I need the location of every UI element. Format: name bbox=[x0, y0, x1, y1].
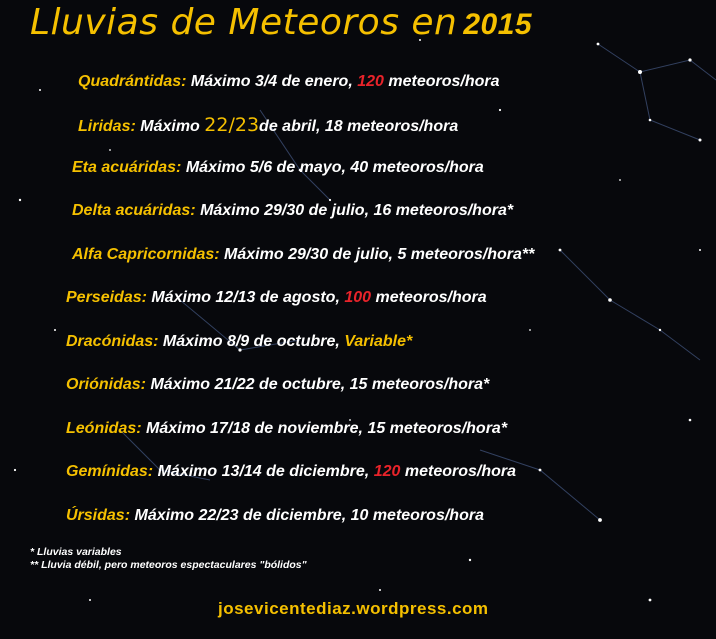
shower-maximum: Máximo 8/9 de octubre, bbox=[162, 333, 340, 350]
shower-rate-unit: meteoros/hora bbox=[388, 73, 500, 90]
shower-row-liridas bbox=[78, 114, 458, 136]
shower-rate: 120 bbox=[373, 463, 401, 480]
shower-row-leonidas bbox=[66, 420, 507, 438]
shower-maximum: Máximo 12/13 de agosto, bbox=[151, 289, 340, 306]
shower-name: Eta acuáridas: bbox=[72, 159, 182, 176]
shower-name: Leónidas: bbox=[66, 420, 142, 437]
shower-detail: Máximo 29/30 de julio, 16 meteoros/hora* bbox=[200, 202, 514, 219]
footnotes bbox=[30, 546, 307, 572]
shower-name: Alfa Capricornidas: bbox=[72, 246, 220, 263]
shower-name: Perseidas: bbox=[66, 289, 147, 306]
shower-row-draconidas bbox=[66, 333, 412, 351]
shower-row-ursidas bbox=[66, 507, 484, 525]
shower-detail: Máximo 5/6 de mayo, 40 meteoros/hora bbox=[185, 159, 484, 176]
footnote-weak: ** Lluvia débil, pero meteoros espectaculares "bólidos" bbox=[30, 559, 307, 571]
shower-maximum: Máximo 13/14 de diciembre, bbox=[157, 463, 370, 480]
title-year: 2015 bbox=[463, 8, 533, 41]
shower-name: Liridas: bbox=[78, 118, 136, 135]
shower-rate-unit: meteoros/hora bbox=[375, 289, 487, 306]
shower-detail: Máximo 17/18 de noviembre, 15 meteoros/hora* bbox=[146, 420, 508, 437]
shower-name: Quadrántidas: bbox=[78, 73, 187, 90]
shower-date: 22/23 bbox=[204, 114, 260, 136]
page-title: Lluvias de Meteoros en 2015 bbox=[30, 2, 533, 43]
shower-name: Delta acuáridas: bbox=[72, 202, 196, 219]
shower-row-eta-acuaridas bbox=[72, 159, 484, 177]
shower-variable: Variable* bbox=[344, 333, 413, 350]
shower-name: Dracónidas: bbox=[66, 333, 159, 350]
shower-row-orionidas bbox=[66, 376, 489, 394]
shower-name: Úrsidas: bbox=[66, 507, 131, 524]
shower-row-delta-acuaridas bbox=[72, 202, 513, 220]
shower-rate: 120 bbox=[357, 73, 384, 90]
shower-name: Oriónidas: bbox=[66, 376, 147, 393]
website-link[interactable]: josevicentediaz.wordpress.com bbox=[218, 599, 489, 618]
shower-rate-unit: meteoros/hora bbox=[404, 463, 516, 480]
footnote-variable: * Lluvias variables bbox=[30, 546, 122, 558]
shower-maximum: Máximo bbox=[140, 118, 200, 135]
shower-row-quadrantidas bbox=[78, 73, 500, 91]
shower-detail: de abril, 18 meteoros/hora bbox=[259, 118, 459, 135]
shower-rate: 100 bbox=[344, 289, 372, 306]
shower-detail: Máximo 22/23 de diciembre, 10 meteoros/hora bbox=[134, 507, 484, 524]
shower-maximum: Máximo 3/4 de enero, bbox=[190, 73, 353, 90]
shower-name: Gemínidas: bbox=[66, 463, 154, 480]
shower-detail: Máximo 21/22 de octubre, 15 meteoros/hora* bbox=[150, 376, 490, 393]
shower-row-geminidas bbox=[66, 463, 516, 481]
shower-detail: Máximo 29/30 de julio, 5 meteoros/hora** bbox=[224, 246, 535, 263]
shower-row-perseidas bbox=[66, 289, 487, 307]
shower-row-alfa-capricornidas bbox=[72, 246, 534, 264]
